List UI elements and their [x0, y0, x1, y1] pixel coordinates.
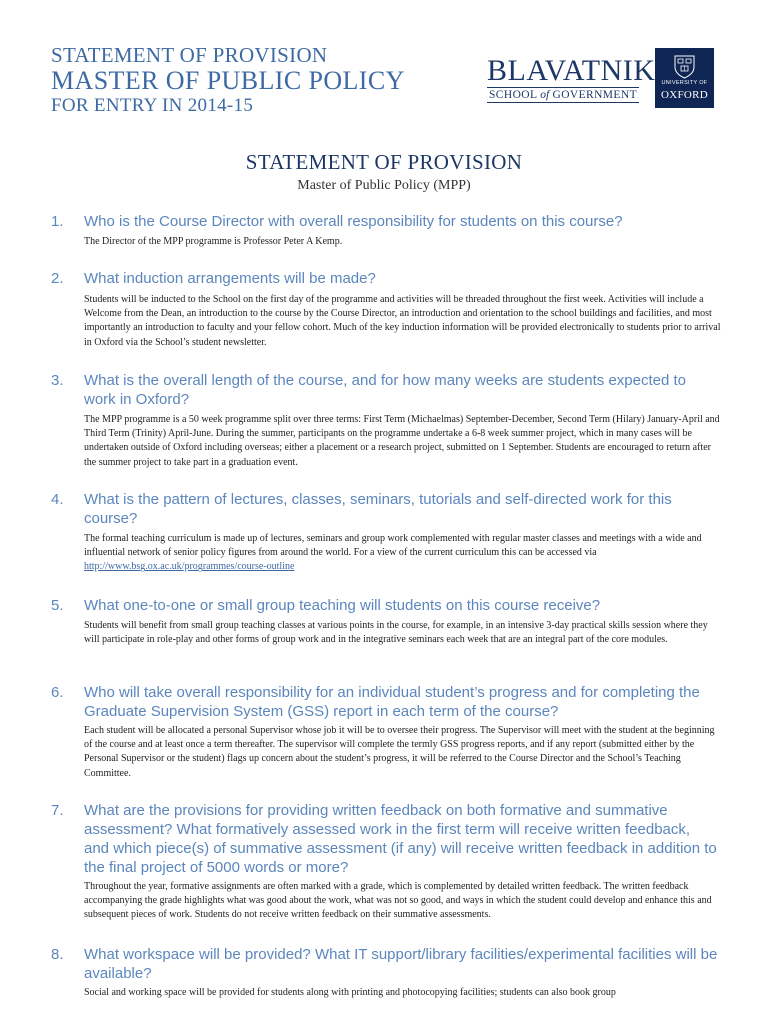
course-outline-link[interactable]: http://www.bsg.ox.ac.uk/programmes/course-outline [84, 561, 295, 573]
answer-text: The MPP programme is a 50 week programme split over three terms: First Term (Michaelmas) September-December, Second Term (Hilary) January-April and Third Term (Trinity) April-June. During the summer, participants on the programme undertake a 6-8 week summer project, which in many cases will be undertaken outside of Oxford including overseas; either a placement or a research project, submitted on 1 September. Students are encouraged to return after the summer project to take part in a graduation event. [84, 414, 720, 468]
question-number: 3. [51, 372, 64, 389]
university-of-label: UNIVERSITY OF [661, 80, 708, 86]
logo-subtitle: SCHOOL of GOVERNMENT [489, 89, 637, 101]
header-line-3: FOR ENTRY IN 2014-15 [51, 95, 254, 116]
answer-text: Each student will be allocated a personal Supervisor whose job it will be to oversee their progress. The Supervisor will meet with the student at the beginning of the course and at least once a term thereafter. The supervisor will complete the termly GSS progress reports, and if any report (submitted either by the Personal Supervisor or the student) flags up concern about the student’s progress, it will be referred to the Course Director and the School’s Teaching Committee. [84, 725, 715, 779]
question-number: 1. [51, 213, 64, 230]
question-text: Who is the Course Director with overall responsibility for students on this course? [84, 213, 623, 230]
oxford-logo [655, 48, 714, 108]
answer-text [84, 532, 724, 575]
question-number: 4. [51, 491, 64, 508]
logo-name: BLAVATNIK [487, 54, 656, 87]
page-subtitle: Master of Public Policy (MPP) [297, 178, 471, 193]
document-header [51, 44, 405, 117]
question-text: What is the pattern of lectures, classes, seminars, tutorials and self-directed work for this course? [84, 491, 672, 527]
question-text: What induction arrangements will be made? [84, 270, 376, 287]
header-line-2: MASTER OF PUBLIC POLICY [51, 66, 405, 95]
question-number: 7. [51, 802, 64, 819]
answer-text: Students will benefit from small group teaching classes at various points in the course, for example, in an intensive 3-day practical skills session where they will participate in role-play and other forms of group work and in the integrative seminars each week that are an integral part of the core modules. [84, 620, 708, 646]
oxford-crest-icon [672, 54, 697, 79]
oxford-label: OXFORD [660, 89, 709, 101]
page-title: STATEMENT OF PROVISION [245, 150, 523, 174]
header-line-1: STATEMENT OF PROVISION [51, 43, 328, 67]
answer-text: Social and working space will be provided for students along with printing and photocopying facilities; students can also book group [84, 987, 616, 998]
question-number: 8. [51, 946, 64, 963]
answer-text: The Director of the MPP programme is Professor Peter A Kemp. [84, 236, 343, 247]
answer-text: Throughout the year, formative assignments are often marked with a grade, which is complemented by detailed written feedback. The written feedback accompanying the grade highlights what was good about the work, what was not so good, and ways in which the student could develop and enhance this and subsequent pieces of work. Students do not receive written feedback on their summative assessments. [84, 881, 712, 921]
question-text: What are the provisions for providing written feedback on both formative and summative assessment? What formatively assessed work in the first term will receive written feedback, and which piece(s) of summative assessment (if any) will receive written feedback in addition to the final project of 5000 words or more? [84, 802, 717, 876]
question-number: 2. [51, 270, 64, 287]
question-text: What is the overall length of the course, and for how many weeks are students expected to work in Oxford? [84, 372, 686, 408]
question-text: What one-to-one or small group teaching will students on this course receive? [84, 597, 601, 614]
answer-body: The formal teaching curriculum is made up of lectures, seminars and group work complemented with regular master classes and meetings with a wide and influential network of senior policy figures from around the world. For a view of the current curriculum this can be accessed via [84, 533, 702, 559]
question-number: 5. [51, 597, 64, 614]
blavatnik-logo [487, 54, 656, 103]
question-number: 6. [51, 684, 64, 701]
answer-text: Students will be inducted to the School on the first day of the programme and activities will be threaded throughout the first week. Activities will include a Welcome from the Dean, an introduction to the course by the Course Director, an introduction and orientation to the school buildings and facilities, and most importantly an introduction to faculty and your fellow cohort. Much of the key induction information will be provided electronically to students prior to arrival in Oxford via the School’s student newsletter. [84, 294, 721, 348]
question-text: Who will take overall responsibility for an individual student’s progress and for completing the Graduate Supervision System (GSS) report in each term of the course? [84, 684, 700, 720]
question-text: What workspace will be provided? What IT support/library facilities/experimental facilities will be available? [84, 946, 718, 982]
